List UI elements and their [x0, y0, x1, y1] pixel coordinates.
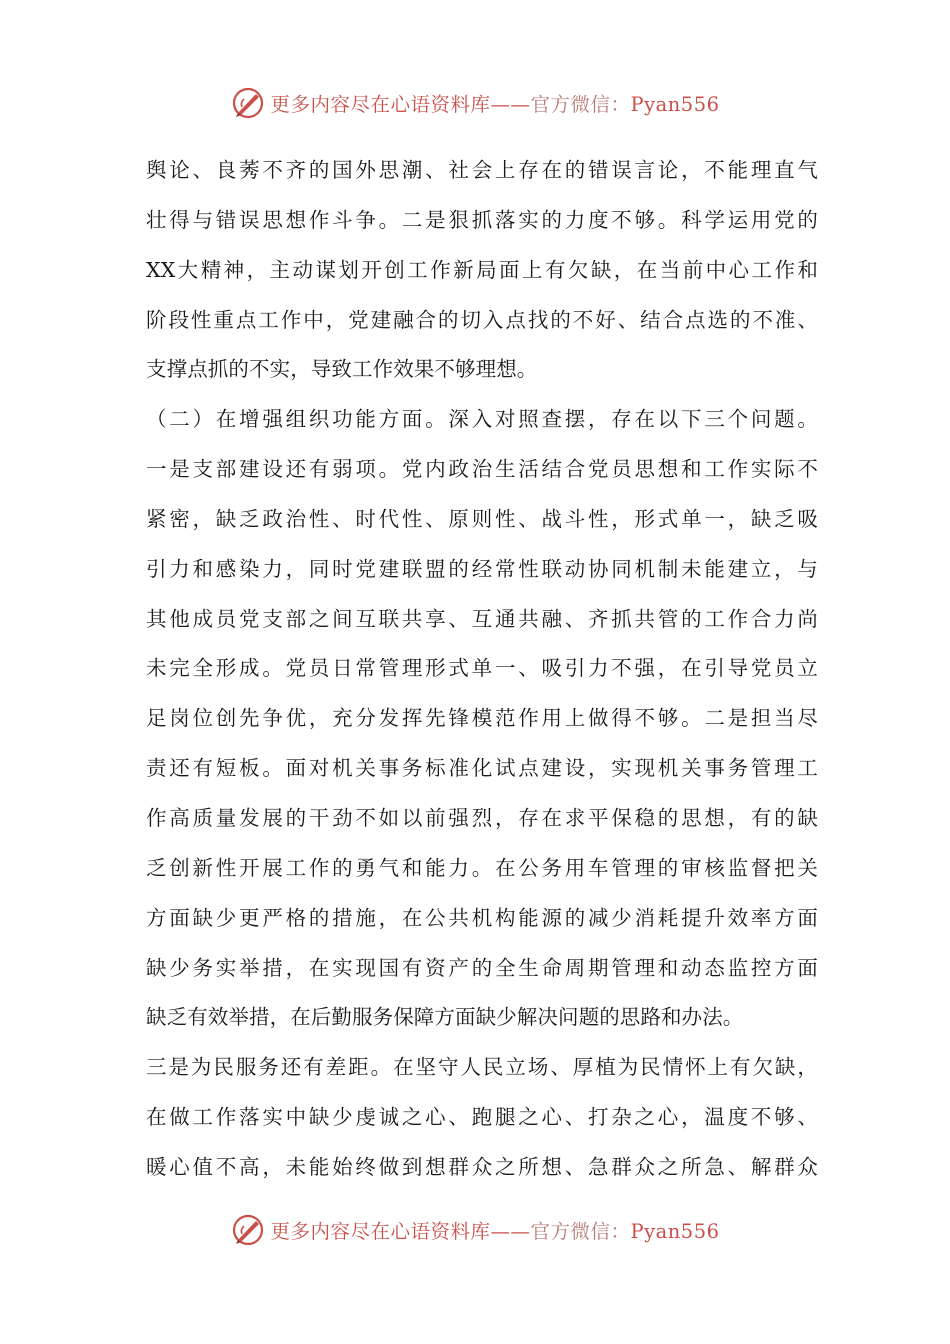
watermark-text: 更多内容尽在心语资料库——官方微信：Pyan556 — [270, 1220, 720, 1243]
text-line: （二）在增强组织功能方面。深入对照查摆，存在以下三个问题。 — [146, 407, 818, 432]
text-line: 阶段性重点工作中，党建融合的切入点找的不好、结合点选的不准、 — [146, 307, 818, 332]
footer-watermark — [0, 1208, 950, 1252]
text-line: 三是为民服务还有差距。在坚守人民立场、厚植为民情怀上有欠缺， — [146, 1055, 818, 1080]
pen-logo-icon — [230, 85, 266, 121]
text-line: 支撑点抓的不实，导致工作效果不够理想。 — [146, 357, 538, 382]
text-line: 足岗位创先争优，充分发挥先锋模范作用上做得不够。二是担当尽 — [146, 706, 818, 731]
text-line: XX大精神，主动谋划开创工作新局面上有欠缺，在当前中心工作和 — [146, 257, 818, 282]
text-line: 暖心值不高，未能始终做到想群众之所想、急群众之所急、解群众 — [146, 1154, 818, 1179]
header-watermark — [0, 81, 950, 125]
text-line: 壮得与错误思想作斗争。二是狠抓落实的力度不够。科学运用党的 — [146, 207, 818, 232]
pen-logo-icon — [230, 1212, 266, 1248]
text-line: 方面缺少更严格的措施，在公共机构能源的减少消耗提升效率方面 — [146, 905, 818, 930]
text-line: 乏创新性开展工作的勇气和能力。在公务用车管理的审核监督把关 — [146, 855, 818, 880]
text-line: 作高质量发展的干劲不如以前强烈，存在求平保稳的思想，有的缺 — [146, 805, 818, 830]
watermark-text: 更多内容尽在心语资料库——官方微信：Pyan556 — [270, 93, 720, 116]
text-line: 未完全形成。党员日常管理形式单一、吸引力不强，在引导党员立 — [146, 656, 818, 681]
text-line: 引力和感染力，同时党建联盟的经常性联动协同机制未能建立，与 — [146, 556, 818, 581]
text-line: 责还有短板。面对机关事务标准化试点建设，实现机关事务管理工 — [146, 756, 818, 781]
text-line: 紧密，缺乏政治性、时代性、原则性、战斗性，形式单一，缺乏吸 — [146, 506, 818, 531]
text-line: 一是支部建设还有弱项。党内政治生活结合党员思想和工作实际不 — [146, 457, 818, 482]
text-line: 缺乏有效举措，在后勤服务保障方面缺少解决问题的思路和办法。 — [146, 1005, 744, 1030]
text-line: 舆论、良莠不齐的国外思潮、社会上存在的错误言论，不能理直气 — [146, 158, 818, 182]
text-line: 缺少务实举措，在实现国有资产的全生命周期管理和动态监控方面 — [146, 955, 818, 980]
text-line: 在做工作落实中缺少虔诚之心、跑腿之心、打杂之心，温度不够、 — [146, 1105, 818, 1130]
text-line: 其他成员党支部之间互联共享、互通共融、齐抓共管的工作合力尚 — [146, 606, 818, 631]
document-body — [146, 146, 818, 1193]
